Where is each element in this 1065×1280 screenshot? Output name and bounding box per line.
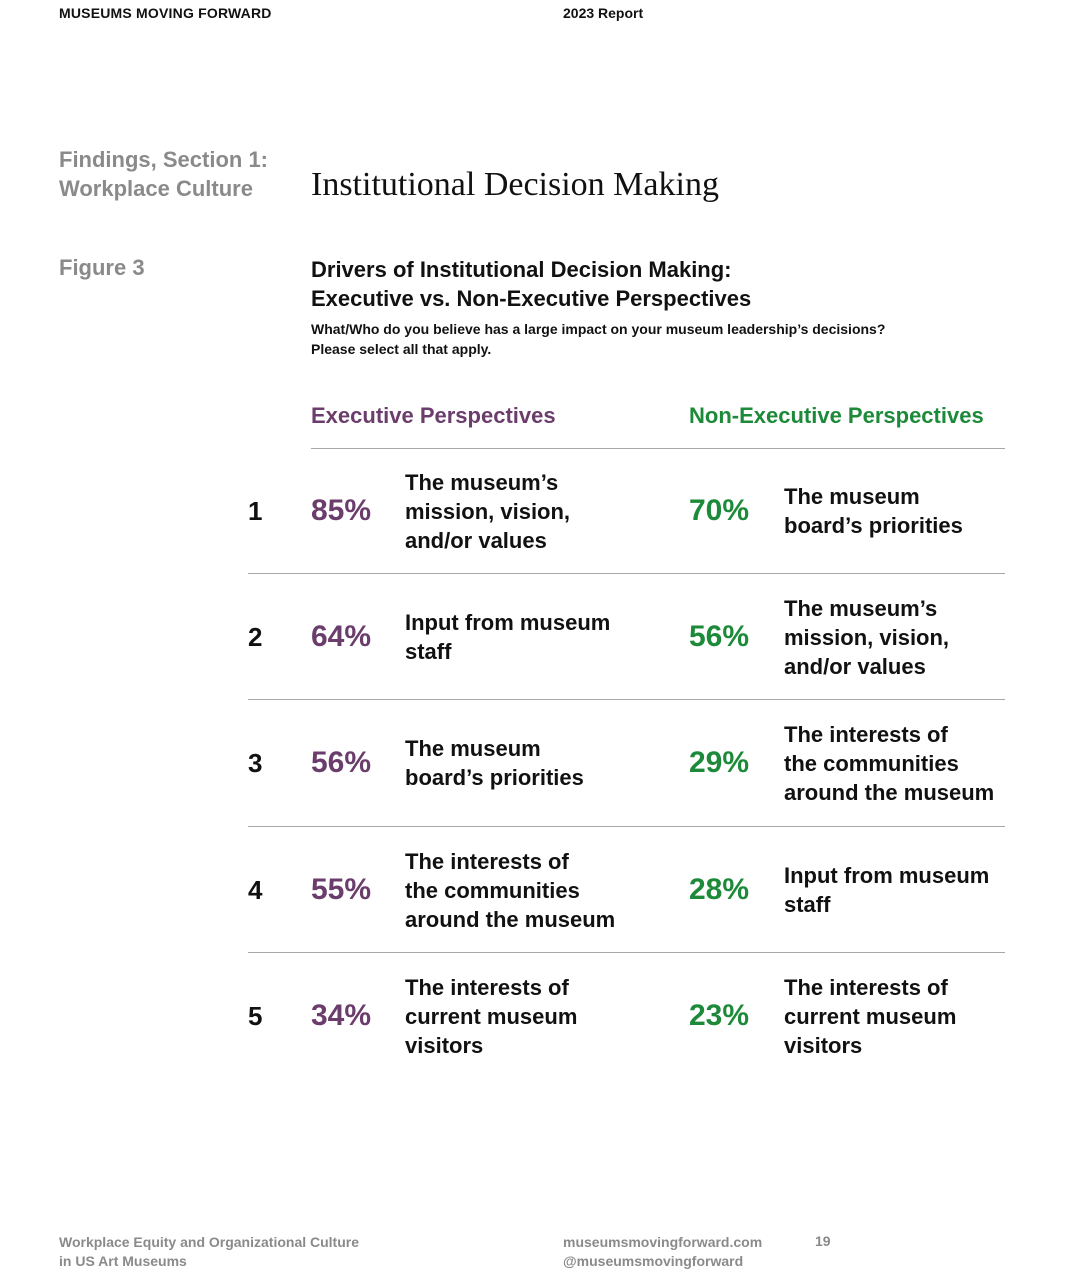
figure-question-line1: What/Who do you believe has a large impact on your museum leadership’s decisions?: [311, 321, 886, 337]
non-executive-driver-label-line: and/or values: [784, 653, 926, 679]
footer-website-link[interactable]: museumsmovingforward.com: [563, 1234, 763, 1250]
figure-title: [311, 255, 751, 313]
non-executive-driver-label: [784, 953, 1004, 1079]
footer-title-line2: in US Art Museums: [59, 1253, 187, 1269]
figure-question: [311, 319, 885, 359]
executive-driver-label: [405, 827, 625, 953]
page-title: Institutional Decision Making: [311, 166, 719, 203]
non-executive-driver-label-line: visitors: [784, 1032, 863, 1058]
publication-name: MUSEUMS MOVING FORWARD: [59, 5, 272, 21]
non-executive-driver-label-line: The interests of: [784, 974, 948, 1000]
executive-driver-label-line: the communities: [405, 877, 580, 903]
executive-driver-label-line: current museum: [405, 1003, 578, 1029]
non-executive-driver-label: [784, 574, 1004, 700]
section-label-line2: Workplace Culture: [59, 176, 253, 201]
footer-publication-title: [59, 1233, 359, 1271]
section-label: [59, 145, 268, 203]
table-row: [248, 827, 1005, 953]
executive-driver-label: [405, 574, 625, 700]
non-executive-driver-label-line: staff: [784, 892, 831, 917]
non-executive-driver-label: [784, 448, 1004, 574]
non-executive-column-header: Non-Executive Perspectives: [689, 403, 984, 428]
non-executive-percentage: 29%: [689, 746, 750, 779]
non-executive-driver-label-line: Input from museum: [784, 863, 990, 888]
page-number: 19: [815, 1233, 831, 1249]
non-executive-driver-label-line: The museum: [784, 484, 920, 509]
footer-title-line1: Workplace Equity and Organizational Culture: [59, 1234, 360, 1250]
executive-column-header: Executive Perspectives: [311, 403, 556, 428]
non-executive-driver-label: [784, 827, 1004, 953]
figure-question-line2: Please select all that apply.: [311, 341, 492, 357]
executive-driver-label-line: The museum: [405, 736, 541, 761]
non-executive-driver-label-line: around the museum: [784, 779, 995, 805]
executive-percentage: 85%: [311, 494, 372, 527]
section-label-line1: Findings, Section 1:: [59, 147, 269, 172]
non-executive-driver-label-line: current museum: [784, 1003, 957, 1029]
executive-driver-label: [405, 448, 625, 574]
executive-percentage: 55%: [311, 873, 372, 906]
executive-driver-label: [405, 700, 625, 826]
executive-driver-label-line: mission, vision,: [405, 498, 571, 524]
footer-links: [563, 1233, 762, 1271]
rank-number: 3: [248, 747, 263, 778]
executive-driver-label-line: The museum’s: [405, 469, 559, 495]
figure-label: Figure 3: [59, 255, 145, 280]
non-executive-percentage: 28%: [689, 873, 750, 906]
figure-title-line2: Executive vs. Non-Executive Perspectives: [311, 286, 752, 311]
rank-number: 5: [248, 1000, 263, 1031]
rank-number: 1: [248, 495, 263, 526]
executive-driver-label-line: The interests of: [405, 974, 569, 1000]
table-row: [248, 448, 1005, 574]
non-executive-driver-label-line: the communities: [784, 750, 959, 776]
executive-driver-label-line: around the museum: [405, 906, 616, 932]
non-executive-driver-label-line: The interests of: [784, 721, 948, 747]
executive-driver-label-line: board’s priorities: [405, 765, 584, 790]
executive-percentage: 56%: [311, 746, 372, 779]
table-row: [248, 700, 1005, 826]
executive-driver-label-line: and/or values: [405, 527, 547, 553]
executive-percentage: 34%: [311, 999, 372, 1032]
executive-driver-label-line: The interests of: [405, 848, 569, 874]
non-executive-percentage: 56%: [689, 620, 750, 653]
executive-percentage: 64%: [311, 620, 372, 653]
non-executive-percentage: 23%: [689, 999, 750, 1032]
executive-driver-label-line: Input from museum: [405, 610, 611, 635]
executive-driver-label-line: staff: [405, 639, 452, 664]
rank-number: 2: [248, 621, 263, 652]
non-executive-driver-label-line: The museum’s: [784, 595, 938, 621]
executive-driver-label-line: visitors: [405, 1032, 484, 1058]
footer-social-handle[interactable]: @museumsmovingforward: [563, 1253, 744, 1269]
non-executive-driver-label: [784, 700, 1004, 826]
executive-driver-label: [405, 953, 625, 1079]
table-row: [248, 953, 1005, 1079]
non-executive-driver-label-line: board’s priorities: [784, 513, 963, 538]
figure-title-line1: Drivers of Institutional Decision Making:: [311, 257, 732, 282]
rank-number: 4: [248, 874, 263, 905]
non-executive-percentage: 70%: [689, 494, 750, 527]
table-row: [248, 574, 1005, 700]
report-year: 2023 Report: [563, 5, 644, 21]
non-executive-driver-label-line: mission, vision,: [784, 624, 950, 650]
